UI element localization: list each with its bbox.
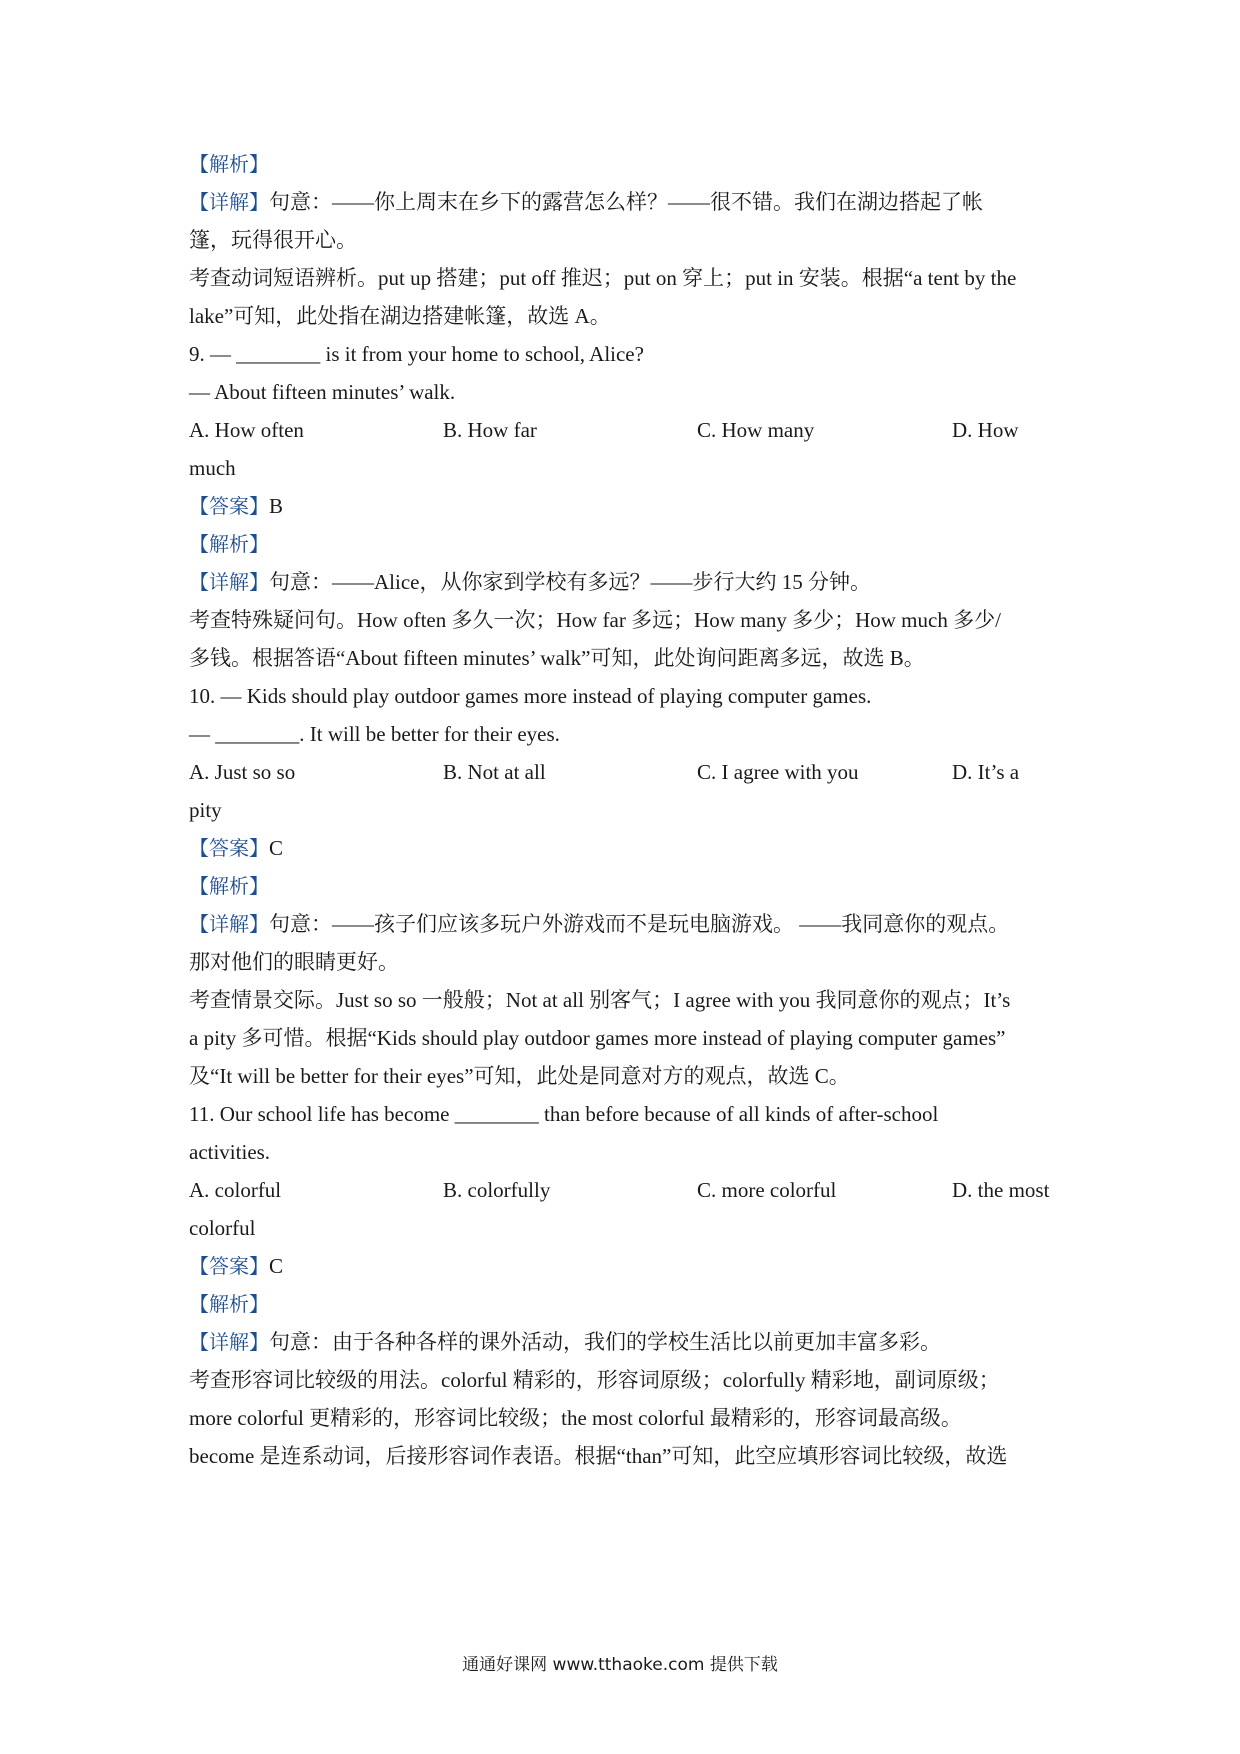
q9-stem-2: — About fifteen minutes’ walk. xyxy=(189,380,456,404)
q10-analysis-label xyxy=(189,867,1059,905)
q8-analysis-label xyxy=(189,145,1059,183)
q10-detail-line-3: 考查情景交际。Just so so 一般般；Not at all 别客气；I agree with you 我同意你的观点；It’s xyxy=(189,988,1011,1012)
q11-option-wrap: colorful xyxy=(189,1216,256,1240)
q9-option-c: C. How many xyxy=(697,418,815,442)
q11-detail-text-1: 句意：由于各种各样的课外活动，我们的学校生活比以前更加丰富多彩。 xyxy=(269,1330,941,1354)
q11-option-d: D. the most xyxy=(952,1178,1050,1202)
q10-answer-line xyxy=(189,829,1059,867)
q9-analysis-label xyxy=(189,525,1059,563)
q9-detail-line-1 xyxy=(189,563,1059,601)
q11-detail-line-2: 考查形容词比较级的用法。colorful 精彩的，形容词原级；colorfully 精彩地，副词原级； xyxy=(189,1368,1000,1392)
q9-detail-line-3: 多钱。根据答语“About fifteen minutes’ walk”可知，此处询问距离多远，故选 B。 xyxy=(189,646,925,670)
q8-detail-line-2: 篷，玩得很开心。 xyxy=(189,228,357,252)
q10-option-a: A. Just so so xyxy=(189,760,296,784)
q8-detail-line-3: 考查动词短语辨析。put up 搭建；put off 推迟；put on 穿上；put in 安装。根据“a tent by the xyxy=(189,266,1017,290)
q11-options xyxy=(189,1171,1059,1209)
q11-detail-line-1 xyxy=(189,1323,1059,1361)
detail-tag: 【详解】 xyxy=(189,190,269,214)
answer-tag: 【答案】 xyxy=(189,494,269,518)
q11-detail-line-4: become 是连系动词，后接形容词作表语。根据“than”可知，此空应填形容词比较级，故选 xyxy=(189,1444,1008,1468)
analysis-tag: 【解析】 xyxy=(189,152,269,176)
document-body xyxy=(189,145,1059,1475)
q9-detail-line-2: 考查特殊疑问句。How often 多久一次；How far 多远；How many 多少；How much 多少/ xyxy=(189,608,1001,632)
analysis-tag: 【解析】 xyxy=(189,874,269,898)
q9-answer-line xyxy=(189,487,1059,525)
q8-detail-line-1 xyxy=(189,183,1059,221)
q9-option-a: A. How often xyxy=(189,418,304,442)
q9-answer: B xyxy=(269,494,284,518)
q10-option-c: C. I agree with you xyxy=(697,760,859,784)
q11-option-a: A. colorful xyxy=(189,1178,282,1202)
answer-tag: 【答案】 xyxy=(189,1254,269,1278)
q10-detail-line-1 xyxy=(189,905,1059,943)
q9-stem-1: 9. — ________ is it from your home to school, Alice? xyxy=(189,342,644,366)
q11-analysis-label xyxy=(189,1285,1059,1323)
q11-stem-1: 11. Our school life has become ________ than before because of all kinds of after-school xyxy=(189,1102,939,1126)
q9-detail-text-1: 句意：——Alice，从你家到学校有多远？——步行大约 15 分钟。 xyxy=(269,570,871,594)
answer-tag: 【答案】 xyxy=(189,836,269,860)
q11-option-c: C. more colorful xyxy=(697,1178,837,1202)
q11-detail-line-3: more colorful 更精彩的，形容词比较级；the most colorful 最精彩的，形容词最高级。 xyxy=(189,1406,962,1430)
q8-detail-text-1: 句意：——你上周末在乡下的露营怎么样？——很不错。我们在湖边搭起了帐 xyxy=(269,190,983,214)
detail-tag: 【详解】 xyxy=(189,912,269,936)
page-footer: 通通好课网 www.tthaoke.com 提供下载 xyxy=(462,1655,778,1675)
q11-answer-line xyxy=(189,1247,1059,1285)
q10-detail-line-2: 那对他们的眼睛更好。 xyxy=(189,950,399,974)
q10-detail-line-5: 及“It will be better for their eyes”可知，此处是同意对方的观点，故选 C。 xyxy=(189,1064,850,1088)
q10-stem-2: — ________. It will be better for their eyes. xyxy=(189,722,560,746)
q10-answer: C xyxy=(269,836,284,860)
analysis-tag: 【解析】 xyxy=(189,1292,269,1316)
q9-option-d: D. How xyxy=(952,418,1019,442)
q10-stem-1: 10. — Kids should play outdoor games more instead of playing computer games. xyxy=(189,684,872,708)
q10-options xyxy=(189,753,1059,791)
q11-answer: C xyxy=(269,1254,284,1278)
q10-detail-text-1: 句意：——孩子们应该多玩户外游戏而不是玩电脑游戏。 ——我同意你的观点。 xyxy=(269,912,1010,936)
detail-tag: 【详解】 xyxy=(189,1330,269,1354)
q9-options xyxy=(189,411,1059,449)
q9-option-wrap: much xyxy=(189,456,236,480)
q11-stem-2: activities. xyxy=(189,1140,271,1164)
analysis-tag: 【解析】 xyxy=(189,532,269,556)
q11-option-b: B. colorfully xyxy=(443,1178,551,1202)
q10-option-b: B. Not at all xyxy=(443,760,546,784)
q10-option-d: D. It’s a xyxy=(952,760,1020,784)
q10-detail-line-4: a pity 多可惜。根据“Kids should play outdoor games more instead of playing computer games” xyxy=(189,1026,1006,1050)
q10-option-wrap: pity xyxy=(189,798,222,822)
q8-detail-line-4: lake”可知，此处指在湖边搭建帐篷，故选 A。 xyxy=(189,304,611,328)
detail-tag: 【详解】 xyxy=(189,570,269,594)
q9-option-b: B. How far xyxy=(443,418,537,442)
